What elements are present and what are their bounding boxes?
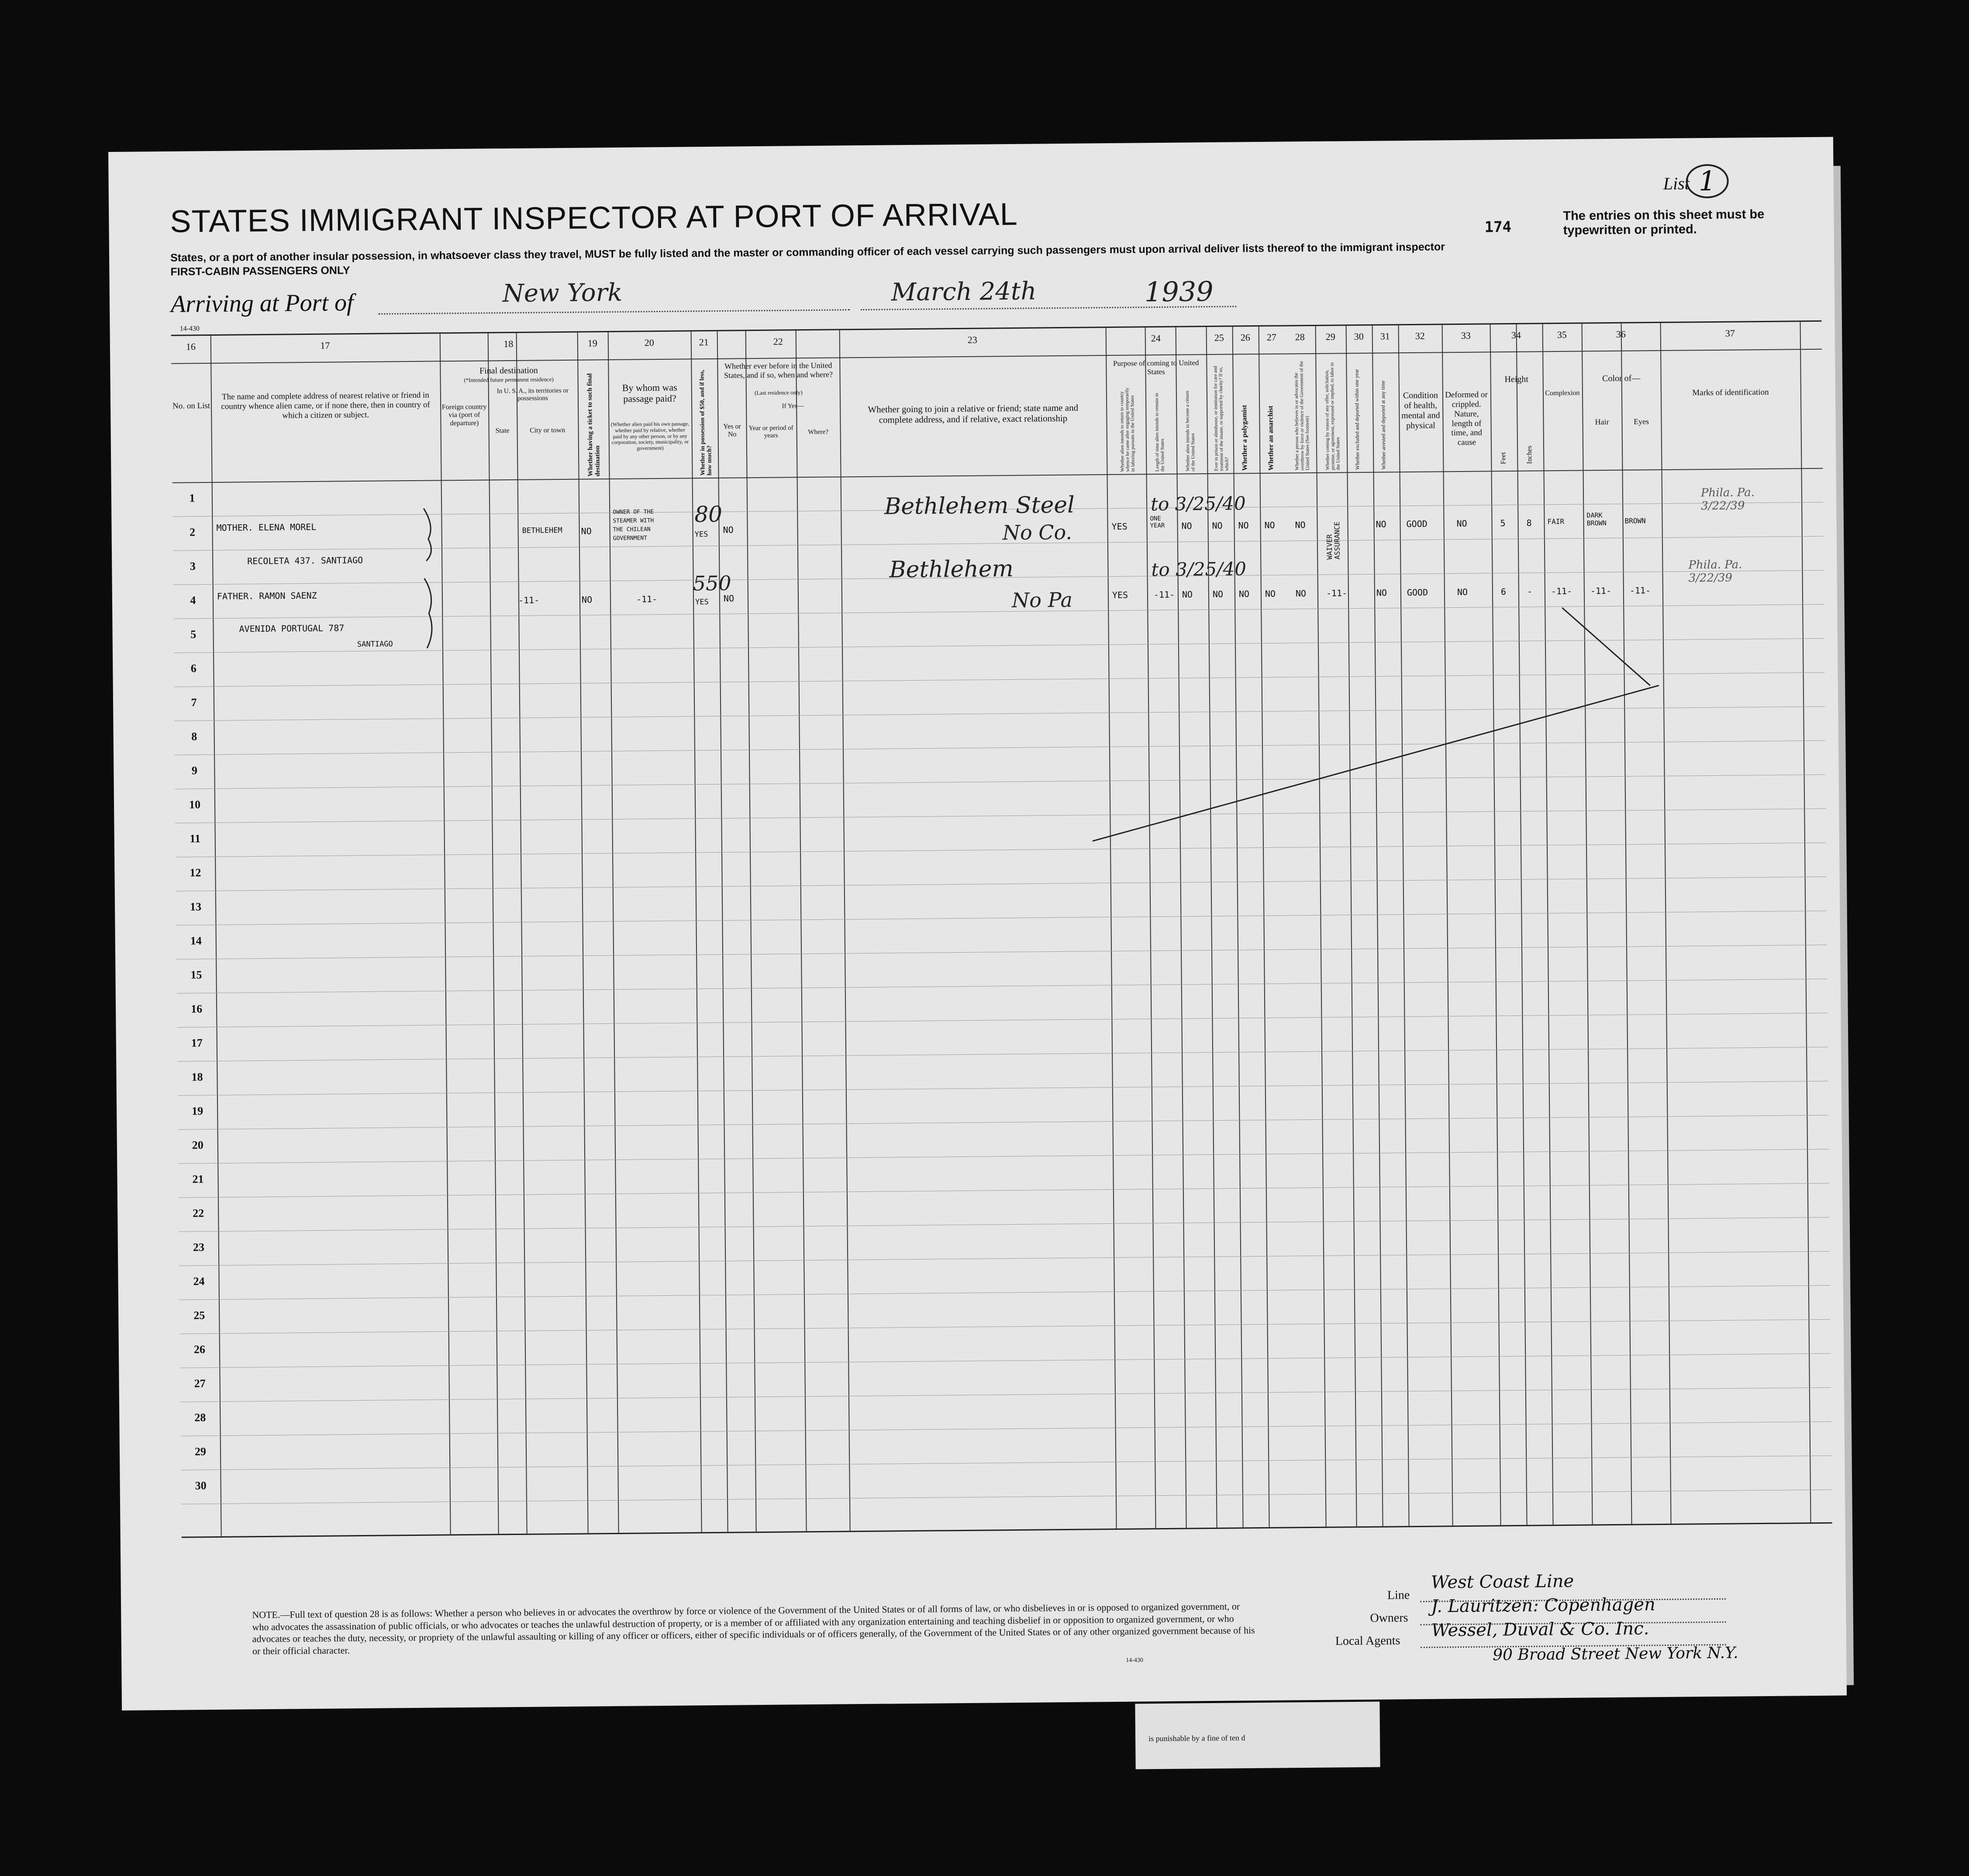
manifest-sheet	[108, 137, 1847, 1711]
header-usa: In U. S. A., its territories or possessions	[497, 387, 569, 403]
header-feet: Feet	[1500, 452, 1507, 465]
inches-value: -	[1527, 586, 1533, 597]
port-line	[378, 309, 850, 314]
row-divider	[179, 1183, 1829, 1198]
row-divider	[174, 672, 1825, 687]
agents-value: Wessel, Duval & Co. Inc.	[1431, 1618, 1649, 1641]
health-value: GOOD	[1407, 587, 1428, 598]
row-divider	[179, 1217, 1830, 1232]
polygamist-value: NO	[1238, 520, 1249, 531]
row-divider	[177, 979, 1828, 994]
row-divider	[177, 1047, 1828, 1062]
row-number: 14	[190, 934, 202, 947]
anarchist-value: NO	[1264, 520, 1275, 530]
header-yes-no: Yes or No	[723, 423, 741, 439]
header-marks: Marks of identification	[1692, 387, 1769, 398]
col-number: 21	[699, 337, 709, 348]
row-number: 26	[193, 1343, 206, 1356]
col-number: 35	[1557, 329, 1567, 341]
header-state: State	[495, 427, 510, 435]
row-number: 4	[190, 594, 196, 607]
deformed-value: NO	[1457, 586, 1468, 598]
relative-address: AVENIDA PORTUGAL 787	[239, 623, 345, 634]
row-divider	[179, 1251, 1830, 1266]
header-hair: Hair	[1595, 417, 1609, 427]
row-divider	[176, 945, 1827, 960]
row-number: 30	[195, 1479, 207, 1492]
header-where: Where?	[808, 428, 829, 436]
subtitle: States, or a port of another insular possession, in whatsoever class they travel, MUST be fully listed and the master or commanding officer of each vessel carrying such passengers must upon arrival deliver lists thereof to the immigrant inspector	[170, 241, 1445, 264]
row-number: 8	[191, 730, 197, 743]
passage-paid: OWNER OF THE	[613, 509, 654, 516]
row-divider	[178, 1081, 1828, 1096]
inches-value: 8	[1526, 517, 1532, 528]
col-number: 23	[967, 334, 977, 345]
header-passage-paid: By whom was passage paid?	[622, 382, 677, 405]
slip-text: is punishable by a fine of ten d	[1148, 1733, 1245, 1743]
header-deformed: Deformed or crippled. Nature, length of time, and cause	[1445, 390, 1488, 447]
row-divider	[181, 1422, 1831, 1436]
ticket-value: NO	[581, 594, 593, 605]
offer-value: WAIVER ASSURANCE	[1325, 521, 1341, 560]
list-number: 1	[1686, 164, 1729, 199]
row-number: 6	[190, 662, 197, 675]
feet-value: 6	[1500, 586, 1507, 597]
row-number: 1	[189, 492, 195, 505]
col-number: 20	[644, 337, 654, 348]
col-number: 28	[1295, 331, 1305, 343]
col-number: 24	[1151, 332, 1161, 344]
header-ever-before: Whether ever before in the United States, and if so, when and where?	[724, 361, 833, 380]
instructions: The entries on this sheet must be typewritten or printed.	[1563, 207, 1765, 238]
agents-label: Local Agents	[1335, 1634, 1400, 1648]
relative-name: FATHER. RAMON SAENZ	[217, 590, 317, 602]
excluded-value: NO	[1376, 519, 1386, 530]
anarchist-value: NO	[1265, 588, 1276, 599]
row-divider	[180, 1353, 1831, 1368]
row-number: 16	[191, 1002, 203, 1015]
join-relative: Bethlehem	[889, 555, 1014, 583]
date-value: March 24th	[891, 277, 1037, 307]
deformed-value: NO	[1456, 518, 1467, 529]
ditto-mark: -11-	[1590, 585, 1612, 596]
owners-label: Owners	[1370, 1611, 1408, 1625]
page-title: STATES IMMIGRANT INSPECTOR AT PORT OF ARRIVAL	[170, 196, 1018, 239]
owners-value: J. Lauritzen: Copenhagen	[1431, 1594, 1655, 1617]
row-divider	[175, 774, 1826, 789]
row-divider	[181, 1456, 1831, 1470]
join-relative: Bethlehem Steel	[884, 492, 1075, 520]
row-number: 13	[190, 900, 202, 913]
row-divider	[175, 740, 1825, 755]
col-number: 25	[1214, 332, 1224, 343]
form-code: 14-430	[179, 325, 200, 333]
ditto-mark: -11-	[1326, 588, 1348, 599]
hair-value: DARK BROWN	[1586, 511, 1607, 527]
header-inches: Inches	[1525, 445, 1534, 464]
header-foreign-country: Foreign country via (port of departure)	[441, 403, 487, 427]
col-number: 37	[1725, 327, 1735, 339]
attached-slip	[1135, 1702, 1380, 1769]
identification-mark: Phila. Pa. 3/22/39	[1700, 486, 1755, 513]
length-value: ONE YEAR	[1150, 515, 1165, 530]
col-number: 33	[1461, 330, 1471, 341]
row-divider	[180, 1387, 1831, 1402]
header-if-yes: If Yes—	[782, 403, 804, 410]
header-eyes: Eyes	[1633, 417, 1649, 426]
row-number: 22	[193, 1207, 204, 1220]
money-amount: 550	[693, 571, 731, 596]
row-number: 11	[190, 832, 201, 845]
row-divider	[181, 1490, 1832, 1504]
row-number: 21	[192, 1173, 204, 1186]
header-overthrow: Whether a person who believes in or advocates the overthrow by force or violence of the Government of the United States (See footnote)	[1293, 361, 1310, 471]
col-number: 27	[1266, 331, 1276, 343]
row-divider	[173, 604, 1824, 619]
row-divider	[180, 1319, 1831, 1334]
col-number: 36	[1616, 328, 1626, 340]
row-number: 9	[191, 764, 197, 777]
row-number: 20	[192, 1139, 203, 1152]
header-join-relative: Whether going to join a relative or friend; state name and complete address, and if relative, exact relationship	[868, 402, 1079, 425]
prison-value: NO	[1212, 589, 1224, 599]
row-number: 27	[194, 1377, 206, 1390]
identification-mark: Phila. Pa. 3/22/39	[1688, 558, 1742, 585]
passage-paid: THE CHILEAN	[613, 526, 651, 533]
row-number: 18	[191, 1071, 203, 1084]
port-value: New York	[502, 278, 623, 308]
ditto-mark: -11-	[1629, 585, 1651, 596]
row-divider	[174, 706, 1825, 721]
header-health: Condition of health, mental and physical	[1401, 390, 1440, 431]
purpose-value: YES	[1112, 589, 1128, 600]
row-number: 10	[189, 798, 201, 811]
col-number: 18	[503, 338, 514, 350]
row-number: 7	[191, 696, 197, 709]
header-excluded: Whether excluded and deported within one year	[1353, 369, 1361, 470]
header-fifty-dollars: Whether in possession of $50, and if less, how much?	[699, 370, 713, 476]
header-color: Color of—	[1602, 373, 1641, 384]
row-number: 24	[193, 1275, 205, 1288]
col-number: 32	[1415, 330, 1425, 341]
row-divider	[174, 638, 1824, 653]
agents-address: 90 Broad Street New York N.Y.	[1492, 1644, 1738, 1664]
row-number: 12	[190, 866, 201, 879]
col-number: 29	[1325, 331, 1335, 342]
before-value: NO	[723, 524, 734, 535]
row-number: 29	[194, 1445, 207, 1458]
line-value: West Coast Line	[1431, 1571, 1574, 1593]
row-number: 17	[191, 1036, 203, 1050]
money-value: YES	[694, 530, 708, 539]
col-number: 16	[186, 341, 196, 352]
row-number: 28	[194, 1411, 206, 1424]
money-amount: 80	[694, 501, 723, 527]
row-number: 3	[190, 560, 196, 573]
row-number: 2	[189, 526, 196, 539]
row-divider	[176, 911, 1827, 926]
header-purpose-return: Whether alien intends to return to country whence he came after engaging temporarily in laboring pursuits in the United States	[1119, 387, 1136, 472]
header-arrested: Whether arrested and deported at any time	[1379, 380, 1387, 470]
line-label: Line	[1387, 1588, 1410, 1602]
col-number: 19	[587, 337, 597, 349]
class-line: FIRST-CABIN PASSENGERS ONLY	[170, 264, 350, 278]
col-number: 22	[773, 336, 783, 347]
row-number: 23	[193, 1241, 205, 1254]
arriving-label: Arriving at Port of	[170, 289, 354, 318]
col-number: 34	[1511, 329, 1521, 341]
header-length-stay: Length of time alien intends to remain in the United States	[1154, 393, 1166, 472]
row-divider	[176, 877, 1827, 892]
citizen-value: NO	[1181, 520, 1192, 531]
row-number: 5	[190, 628, 197, 641]
destination-city: BETHLEHEM	[522, 526, 562, 535]
eyes-value: BROWN	[1624, 516, 1646, 525]
header-purpose: Purpose of coming to United States	[1113, 358, 1199, 376]
ticket-value: NO	[581, 526, 592, 537]
ditto-mark: -11-	[1153, 589, 1175, 600]
footnote: NOTE.—Full text of question 28 is as follows: Whether a person who believes in or advocates the overthrow by force or violence of the Government of the United States or of all forms of law, or who disbelieves in or is opposed to organized government, or who advocates the assassination of public officials, or who advocates or teaches the unlawful destruction of property, or is a member of or affiliated with any organization entertaining and teaching disbelief in or opposition to organized government, or who advocates or teaches the duty, necessity, or propriety of the unlawful assaulting or killing of any officer or officers, either of specific individuals or of officers generally, of the Government of the United States or of any other organized government because of his or their official character.	[252, 1601, 1255, 1656]
ditto-mark: -11-	[636, 594, 658, 605]
col-number: 26	[1240, 332, 1250, 343]
header-passage-paid-sub: (Whether alien paid his own passage, whether paid by relative, whether paid by any other person, or by any corporation, society, municipality, or government)	[610, 420, 690, 451]
relative-name: MOTHER. ELENA MOREL	[216, 521, 317, 533]
passage-paid: STEAMER WITH	[613, 517, 654, 524]
row-divider	[178, 1149, 1829, 1164]
relative-address: RECOLETA 437. SANTIAGO	[247, 554, 363, 567]
row-divider	[175, 809, 1826, 823]
passage-paid: GOVERNMENT	[613, 535, 648, 542]
health-value: GOOD	[1406, 518, 1428, 530]
citizen-value: NO	[1182, 589, 1193, 600]
header-complexion: Complexion	[1545, 389, 1580, 397]
header-final-destination: Final destination	[479, 365, 538, 376]
header-offer: Whether coming by reason of any offer, solicitation, promise, or agreement, expressed or implied, to labor in the United States	[1324, 362, 1341, 470]
row-number: 19	[192, 1105, 203, 1118]
header-polygamist: Whether a polygamist	[1241, 405, 1249, 471]
header-prison: Ever in prison or almshouse, or institution for care and treatment of the insane, or supported by charity? If so, which?	[1213, 366, 1230, 471]
header-no-on-list: No. on List	[172, 401, 210, 411]
join-relative: No Pa	[1011, 588, 1073, 612]
feet-value: 5	[1500, 518, 1506, 529]
list-label: List	[1663, 173, 1690, 193]
row-divider	[178, 1115, 1829, 1130]
header-height: Height	[1504, 374, 1528, 385]
col-number: 31	[1380, 330, 1390, 342]
header-ever-before-sub: (Last residence only)	[754, 389, 803, 396]
header-ticket: Whether having a ticket to such final destination	[586, 373, 602, 477]
col-number: 17	[320, 340, 330, 351]
join-relative: No Co.	[1002, 520, 1072, 545]
polygamist-value: NO	[1238, 589, 1250, 599]
row-number: 25	[193, 1309, 205, 1322]
admitted-until: to 3/25/40	[1151, 558, 1247, 581]
admitted-until: to 3/25/40	[1150, 492, 1246, 515]
col-number: 30	[1354, 330, 1364, 342]
relative-city: SANTIAGO	[357, 640, 393, 649]
header-become-citizen: Whether alien intends to become a citizen of the United States	[1184, 390, 1196, 472]
row-divider	[177, 1013, 1828, 1028]
before-value: NO	[723, 593, 734, 604]
year-value: 1939	[1144, 275, 1214, 308]
purpose-value: YES	[1111, 521, 1128, 532]
header-final-destination-sub: (*Intended future permanent residence)	[464, 376, 554, 383]
prison-value: NO	[1212, 520, 1223, 531]
ditto-mark: -11-	[518, 595, 540, 606]
money-value: YES	[695, 598, 709, 607]
manifest-table	[171, 320, 1832, 1538]
ditto-mark: -11-	[1551, 585, 1572, 597]
stamp-number: 174	[1484, 218, 1512, 236]
row-divider	[179, 1285, 1830, 1300]
overthrow-value: NO	[1295, 588, 1307, 599]
header-anarchist: Whether an anarchist	[1267, 405, 1275, 471]
header-city: City or town	[530, 426, 566, 434]
overthrow-value: NO	[1295, 520, 1306, 530]
header-years: Year or period of years	[748, 424, 793, 440]
footer-form-code: 14-430	[1126, 1657, 1143, 1664]
complexion-value: FAIR	[1547, 517, 1565, 526]
row-number: 15	[190, 968, 202, 981]
row-divider	[176, 843, 1826, 857]
header-relative: The name and complete address of nearest relative or friend in country whence alien came, or if none there, then in country of which a citizen or subject.	[221, 390, 430, 420]
excluded-value: NO	[1376, 587, 1387, 598]
row-divider	[173, 536, 1824, 551]
